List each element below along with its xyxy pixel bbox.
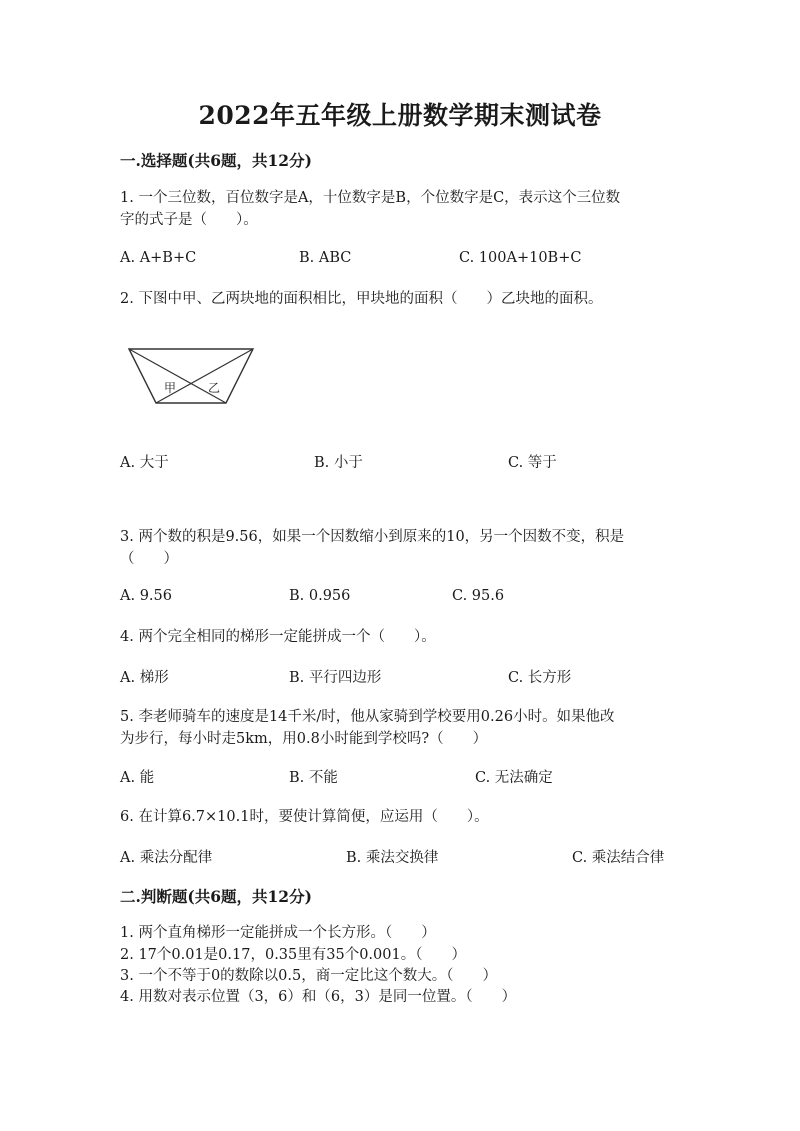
question-5-option-b: B. 不能 — [289, 770, 338, 786]
question-3-option-b: B. 0.956 — [289, 588, 351, 604]
question-5-option-a: A. 能 — [120, 770, 155, 786]
figure-label-jia: 甲 — [164, 381, 177, 395]
question-6-option-a: A. 乘法分配律 — [120, 850, 213, 866]
figure-label-yi: 乙 — [208, 381, 221, 395]
question-5-text-line1: 5. 李老师骑车的速度是14千米/时，他从家骑到学校要用0.26小时。如果他改 — [120, 709, 615, 725]
question-1-option-a: A. A+B+C — [120, 250, 197, 266]
judgment-item-4: 4. 用数对表示位置（3，6）和（6，3）是同一位置。（ ） — [120, 989, 517, 1005]
question-1-text-line1: 1. 一个三位数，百位数字是A，十位数字是B，个位数字是C，表示这个三位数 — [120, 190, 621, 206]
question-2-option-c: C. 等于 — [508, 455, 557, 471]
question-3-text-line2: （ ） — [120, 551, 178, 567]
question-2-option-b: B. 小于 — [314, 455, 363, 471]
question-2-option-a: A. 大于 — [120, 455, 169, 471]
question-3-option-a: A. 9.56 — [120, 588, 172, 604]
question-1-option-c: C. 100A+10B+C — [459, 250, 582, 266]
question-3-option-c: C. 95.6 — [452, 588, 505, 604]
question-1-option-b: B. ABC — [299, 250, 352, 266]
judgment-item-2: 2. 17个0.01是0.17，0.35里有35个0.001。（ ） — [120, 947, 466, 963]
question-6-option-c: C. 乘法结合律 — [572, 850, 665, 866]
question-6-option-b: B. 乘法交换律 — [346, 850, 439, 866]
trapezoid-diagram — [128, 345, 260, 413]
question-4-option-a: A. 梯形 — [120, 670, 169, 686]
question-4-option-c: C. 长方形 — [508, 670, 572, 686]
judgment-item-1: 1. 两个直角梯形一定能拼成一个长方形。（ ） — [120, 925, 436, 941]
question-5-option-c: C. 无法确定 — [475, 770, 553, 786]
question-1-text-line2: 字的式子是（ ）。 — [120, 212, 258, 228]
question-6-text-line1: 6. 在计算6.7×10.1时，要使计算简便，应运用（ ）。 — [120, 809, 489, 825]
trapezoid-figure — [128, 345, 260, 417]
section-heading-choice: 一.选择题(共6题，共12分) — [120, 151, 312, 170]
question-3-text-line1: 3. 两个数的积是9.56，如果一个因数缩小到原来的10，另一个因数不变，积是 — [120, 529, 625, 545]
question-2-text-line1: 2. 下图中甲、乙两块地的面积相比，甲块地的面积（ ）乙块地的面积。 — [120, 291, 603, 307]
trapezoid-outline — [129, 349, 253, 403]
section-heading-judgment: 二.判断题(共6题，共12分) — [120, 887, 312, 906]
question-4-text-line1: 4. 两个完全相同的梯形一定能拼成一个（ ）。 — [120, 629, 436, 645]
question-5-text-line2: 为步行，每小时走5km，用0.8小时能到学校吗?（ ） — [120, 731, 488, 747]
judgment-item-3: 3. 一个不等于0的数除以0.5，商一定比这个数大。（ ） — [120, 968, 497, 984]
question-4-option-b: B. 平行四边形 — [289, 670, 382, 686]
page-title: 2022年五年级上册数学期末测试卷 — [198, 101, 602, 130]
